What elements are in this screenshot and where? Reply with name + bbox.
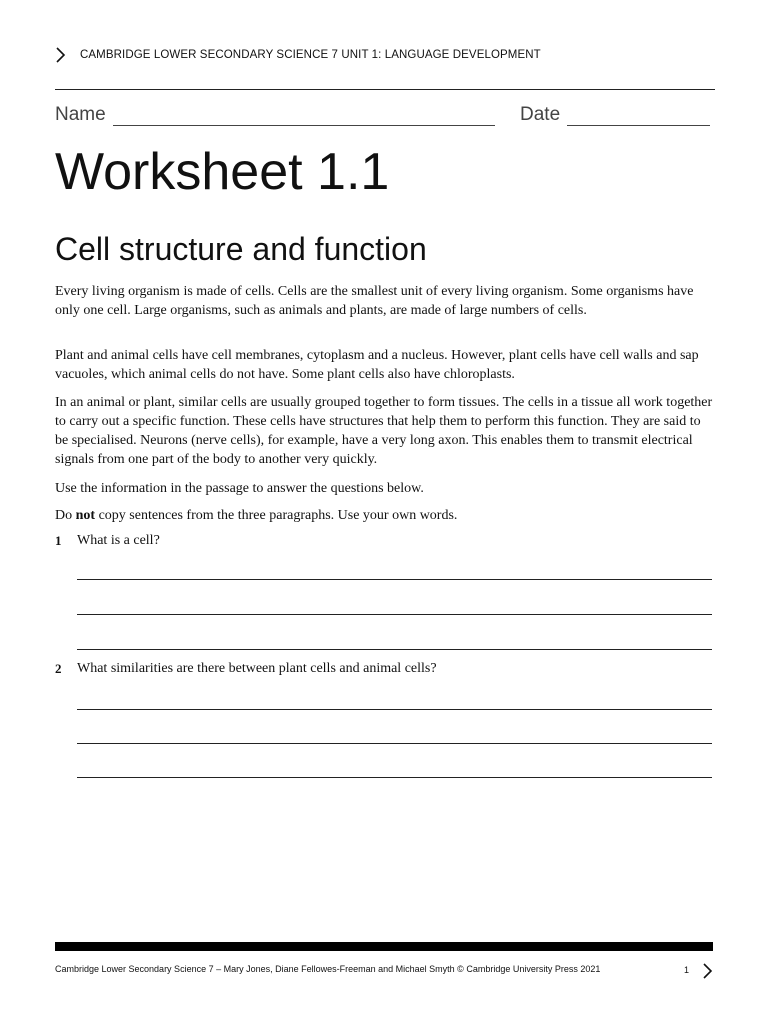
passage-paragraph-3: In an animal or plant, similar cells are usually grouped together to form tissues. The cells in a tissue all work together to carry out a specific function. These cells have structures that help them to perform this function. They are said to be specialised. Neurons (nerve cells), for example, have a very long axon. This enables them to transmit electrical signals from one part of the body to another very quickly.: [55, 395, 713, 467]
name-label: Name: [55, 104, 106, 125]
answer-line[interactable]: [77, 579, 712, 580]
answer-line[interactable]: [77, 709, 712, 710]
question-text: What similarities are there between plant cells and animal cells?: [77, 661, 437, 676]
footer-bar: [55, 942, 713, 951]
date-label: Date: [520, 104, 561, 125]
passage-paragraph-2: Plant and animal cells have cell membranes, cytoplasm and a nucleus. However, plant cells have cell walls and sap vacuoles, which animal cells do not have. Some plant cells also have chloroplasts.: [55, 348, 699, 382]
instruction-post: copy sentences from the three paragraphs. Use your own words.: [95, 508, 458, 523]
chevron-right-icon[interactable]: [701, 962, 715, 980]
passage-paragraph-1: Every living organism is made of cells. Cells are the smallest unit of every living organism. Some organisms have only one cell. Large organisms, such as animals and plants, are made of large numbers of cells.: [55, 284, 694, 318]
answer-line[interactable]: [77, 743, 712, 744]
instruction-text-2: [55, 506, 715, 525]
worksheet-title: Worksheet 1.1: [55, 143, 390, 201]
chevron-right-icon: [54, 46, 68, 64]
footer-credit: Cambridge Lower Secondary Science 7 – Mary Jones, Diane Fellowes-Freeman and Michael Smyth © Cambridge University Press 2021: [55, 964, 601, 974]
answer-line[interactable]: [77, 614, 712, 615]
instruction-text: Use the information in the passage to answer the questions below.: [55, 481, 424, 496]
page-number: 1: [684, 965, 690, 975]
name-field[interactable]: [113, 125, 495, 126]
instruction-emphasis: not: [75, 508, 96, 523]
date-field[interactable]: [567, 125, 710, 126]
answer-line[interactable]: [77, 649, 712, 650]
worksheet-subtitle: Cell structure and function: [55, 231, 427, 267]
question-text: What is a cell?: [77, 533, 160, 548]
header-title: CAMBRIDGE LOWER SECONDARY SCIENCE 7 UNIT 1: LANGUAGE DEVELOPMENT: [80, 49, 541, 61]
question-number: 1: [55, 533, 62, 548]
answer-line[interactable]: [77, 777, 712, 778]
question-number: 2: [55, 661, 62, 676]
header-divider: [55, 89, 715, 90]
instruction-pre: Do: [55, 508, 76, 523]
